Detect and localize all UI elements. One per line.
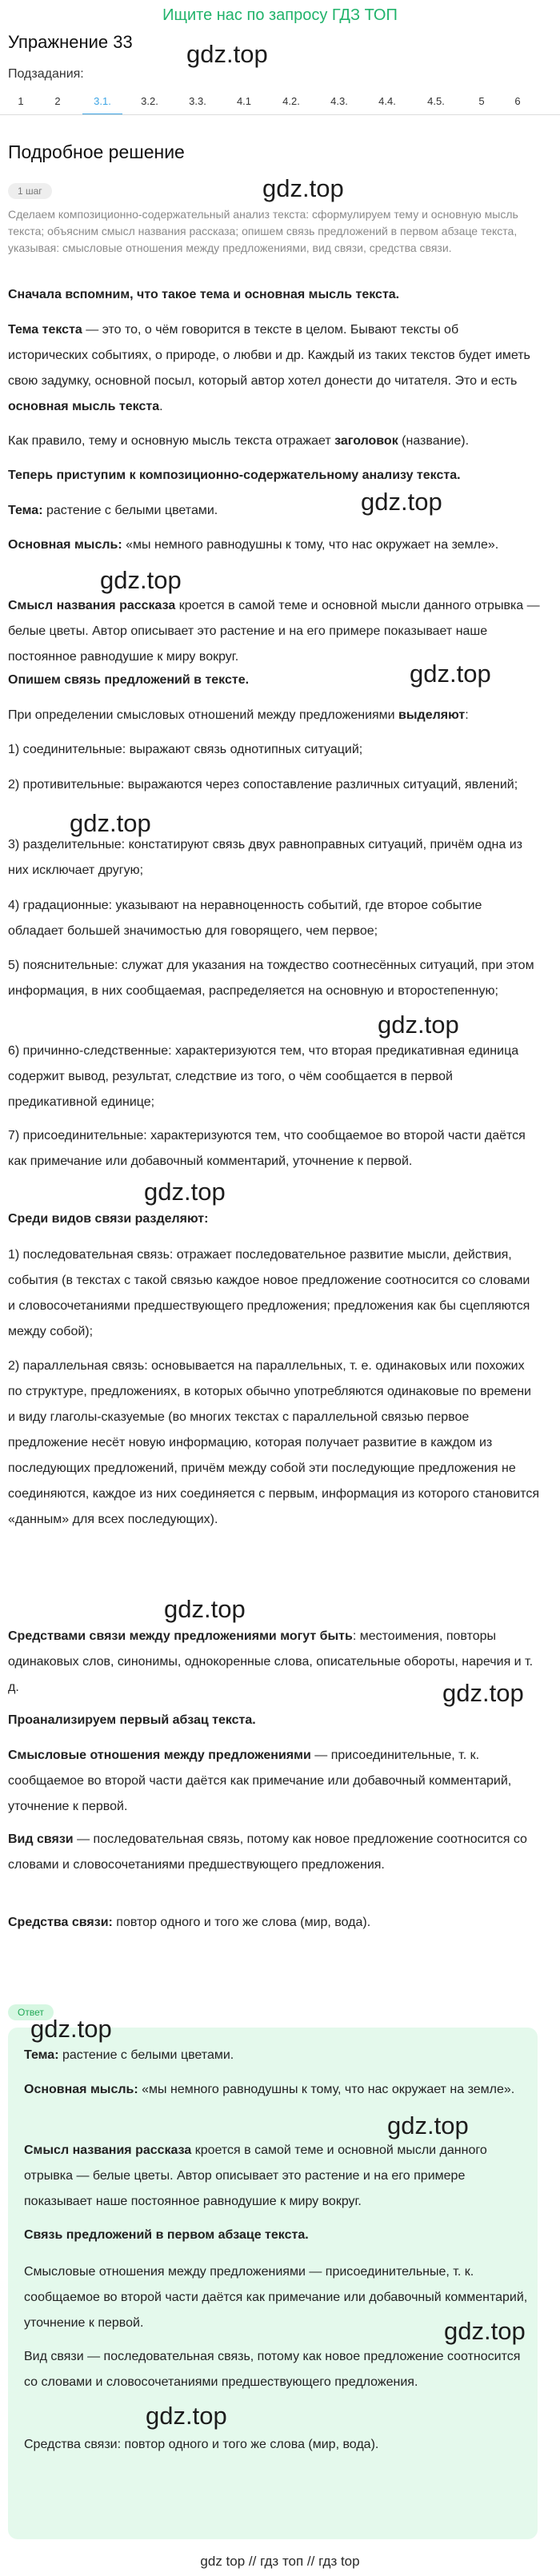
tab-4-2[interactable]: 4.2. xyxy=(282,95,300,107)
search-banner: Ищите нас по запросу ГДЗ ТОП xyxy=(162,6,398,24)
tab-5[interactable]: 5 xyxy=(478,95,485,107)
watermark: gdz.top xyxy=(361,488,442,516)
relation-item: 3) разделительные: констатируют связь двух равноправных ситуаций, причём одна из них исключает другую; xyxy=(8,838,522,877)
solution-heading: Подробное решение xyxy=(8,142,185,162)
page-title: Упражнение 33 xyxy=(8,32,133,52)
tab-3-3[interactable]: 3.3. xyxy=(189,95,206,107)
relation-item: 1) соединительные: выражают связь однотипных ситуаций; xyxy=(8,743,363,756)
watermark: gdz.top xyxy=(144,1178,226,1206)
means-text: Средствами связи между предложениями могут быть: местоимения, повторы одинаковых слов, синонимы, однокоренные слова, описательные обороты, наречия и т. д. xyxy=(8,1629,534,1694)
recall-heading: Сначала вспомним, что такое тема и основная мысль текста. xyxy=(8,288,400,301)
relations-intro: При определении смысловых отношений между предложениями выделяют: xyxy=(8,708,469,722)
watermark: gdz.top xyxy=(100,566,182,594)
relation-item: 2) противительные: выражаются через сопоставление различных ситуаций, явлений; xyxy=(8,778,518,792)
title-note: Как правило, тему и основную мысль текста отражает заголовок (название). xyxy=(8,434,470,448)
story-title-meaning: Смысл названия рассказа кроется в самой теме и основной мысли данного отрывка — белые цветы. Автор описывает это растение и на его примере показывает наше постоянное равнодушие к миру вокруг. xyxy=(8,599,540,664)
tab-1[interactable]: 1 xyxy=(18,95,24,107)
analyze-heading: Проанализируем первый абзац текста. xyxy=(8,1713,256,1727)
theme-line: Тема: растение с белыми цветами. xyxy=(8,504,218,517)
watermark: gdz.top xyxy=(262,174,344,202)
answer-semantic: Смысловые отношения между предложениями — присоединительные, т. к. сообщаемое во второй части даётся как примечание или добавочный комментарий, уточнение к первой. xyxy=(24,2265,528,2330)
watermark: gdz.top xyxy=(444,2317,526,2345)
relation-item: 7) присоединительные: характеризуются тем, что сообщаемое во второй части даётся как примечание или добавочный комментарий, уточнение к первой. xyxy=(8,1129,526,1168)
link-means: Средства связи: повтор одного и того же слова (мир, вода). xyxy=(8,1916,371,1929)
watermark: gdz.top xyxy=(378,1011,459,1039)
link-type-item: 1) последовательная связь: отражает последовательное развитие мысли, действия, события (в текстах с такой связью каждое новое предложение соотносится со словами и словосочетаниями предшествующего предложения; предложения как бы сцепляются между собой); xyxy=(8,1248,530,1338)
relation-item: 4) градационные: указывают на неравноценность событий, где второе событие обладает большей значимостью для говорящего, чем первое; xyxy=(8,899,482,938)
answer-paragraph-heading: Связь предложений в первом абзаце текста. xyxy=(24,2228,309,2242)
main-idea: Основная мысль: «мы немного равнодушны к тому, что нас окружает на земле». xyxy=(8,538,499,552)
semantic-relations: Смысловые отношения между предложениями — присоединительные, т. к. сообщаемое во второй части даётся как примечание или добавочный комментарий, уточнение к первой. xyxy=(8,1749,512,1813)
tab-4-4[interactable]: 4.4. xyxy=(378,95,396,107)
tab-4-1[interactable]: 4.1 xyxy=(236,95,252,107)
tab-3-1[interactable]: 3.1. xyxy=(82,90,122,115)
subtasks-label: Подзадания: xyxy=(8,67,84,81)
link-kind: Вид связи — последовательная связь, потому как новое предложение соотносится со словами и словосочетаниями предшествующего предложения. xyxy=(8,1832,527,1872)
tab-2[interactable]: 2 xyxy=(54,95,61,107)
watermark: gdz.top xyxy=(30,2015,112,2043)
watermark: gdz.top xyxy=(387,2111,469,2139)
tab-3-2[interactable]: 3.2. xyxy=(141,95,158,107)
watermark: gdz.top xyxy=(410,660,491,688)
tab-4-5[interactable]: 4.5. xyxy=(427,95,445,107)
watermark: gdz.top xyxy=(442,1679,524,1707)
theme-definition: Тема текста — это то, о чём говорится в тексте в целом. Бывают тексты об исторических событиях, о природе, о любви и др. Каждый из таких текстов будет иметь свою задумку, основной посыл, который автор хотел донести до читателя. Это и есть основная мысль текста. xyxy=(8,323,530,413)
tab-6[interactable]: 6 xyxy=(514,95,521,107)
tabs-divider xyxy=(0,114,560,115)
watermark: gdz.top xyxy=(146,2402,227,2430)
answer-theme: Тема: растение с белыми цветами. xyxy=(24,2048,234,2062)
answer-means: Средства связи: повтор одного и того же слова (мир, вода). xyxy=(24,2438,379,2451)
answer-badge: Ответ xyxy=(8,2004,54,2020)
relation-item: 6) причинно-следственные: характеризуются тем, что вторая предикативная единица содержит вывод, результат, следствие из того, о чём сообщается в первой предикативной единице; xyxy=(8,1044,519,1109)
intro-text: Сделаем композиционно-содержательный анализ текста: сформулируем тему и основную мысль текста; объясним смысл названия рассказа; опишем связь предложений в первом абзаце текста, указывая: смысловые отношения между предложениями, вид связи, средства связи. xyxy=(8,208,518,254)
link-types-heading: Среди видов связи разделяют: xyxy=(8,1212,209,1226)
watermark: gdz.top xyxy=(164,1595,246,1623)
links-heading: Опишем связь предложений в тексте. xyxy=(8,673,250,687)
watermark: gdz.top xyxy=(70,809,151,837)
answer-story-title: Смысл названия рассказа кроется в самой теме и основной мысли данного отрывка — белые цветы. Автор описывает это растение и на его примере показывает наше постоянное равнодушие к миру вокруг. xyxy=(24,2143,487,2208)
proceed-heading: Теперь приступим к композиционно-содержательному анализу текста. xyxy=(8,469,461,482)
relation-item: 5) пояснительные: служат для указания на тождество соотнесённых ситуаций, при этом информация, в них сообщаемая, распределяется на основную и второстепенную; xyxy=(8,959,534,998)
watermark: gdz.top xyxy=(186,40,268,68)
tab-4-3[interactable]: 4.3. xyxy=(330,95,348,107)
answer-kind: Вид связи — последовательная связь, потому как новое предложение соотносится со словами и словосочетаниями предшествующего предложения. xyxy=(24,2350,521,2389)
step-badge: 1 шаг xyxy=(8,183,52,199)
link-type-item: 2) параллельная связь: основывается на параллельных, т. е. одинаковых или похожих по структуре, предложениях, в которых обычно употребляются одинаковые по времени и виду глаголы-сказуемые (во многих текстах с параллельной связью первое предложение несёт новую информацию, которая получает развитие в каждом из последующих предложений, причём между собой эти последующие предложения не соединяются, каждое из них соединяется с первым, информация из которого становится «данным» для всех последующих). xyxy=(8,1359,540,1526)
footer-links: gdz top // гдз топ // гдз top xyxy=(200,2554,360,2569)
subtask-tabs xyxy=(0,83,560,115)
answer-main-idea: Основная мысль: «мы немного равнодушны к тому, что нас окружает на земле». xyxy=(24,2083,515,2096)
